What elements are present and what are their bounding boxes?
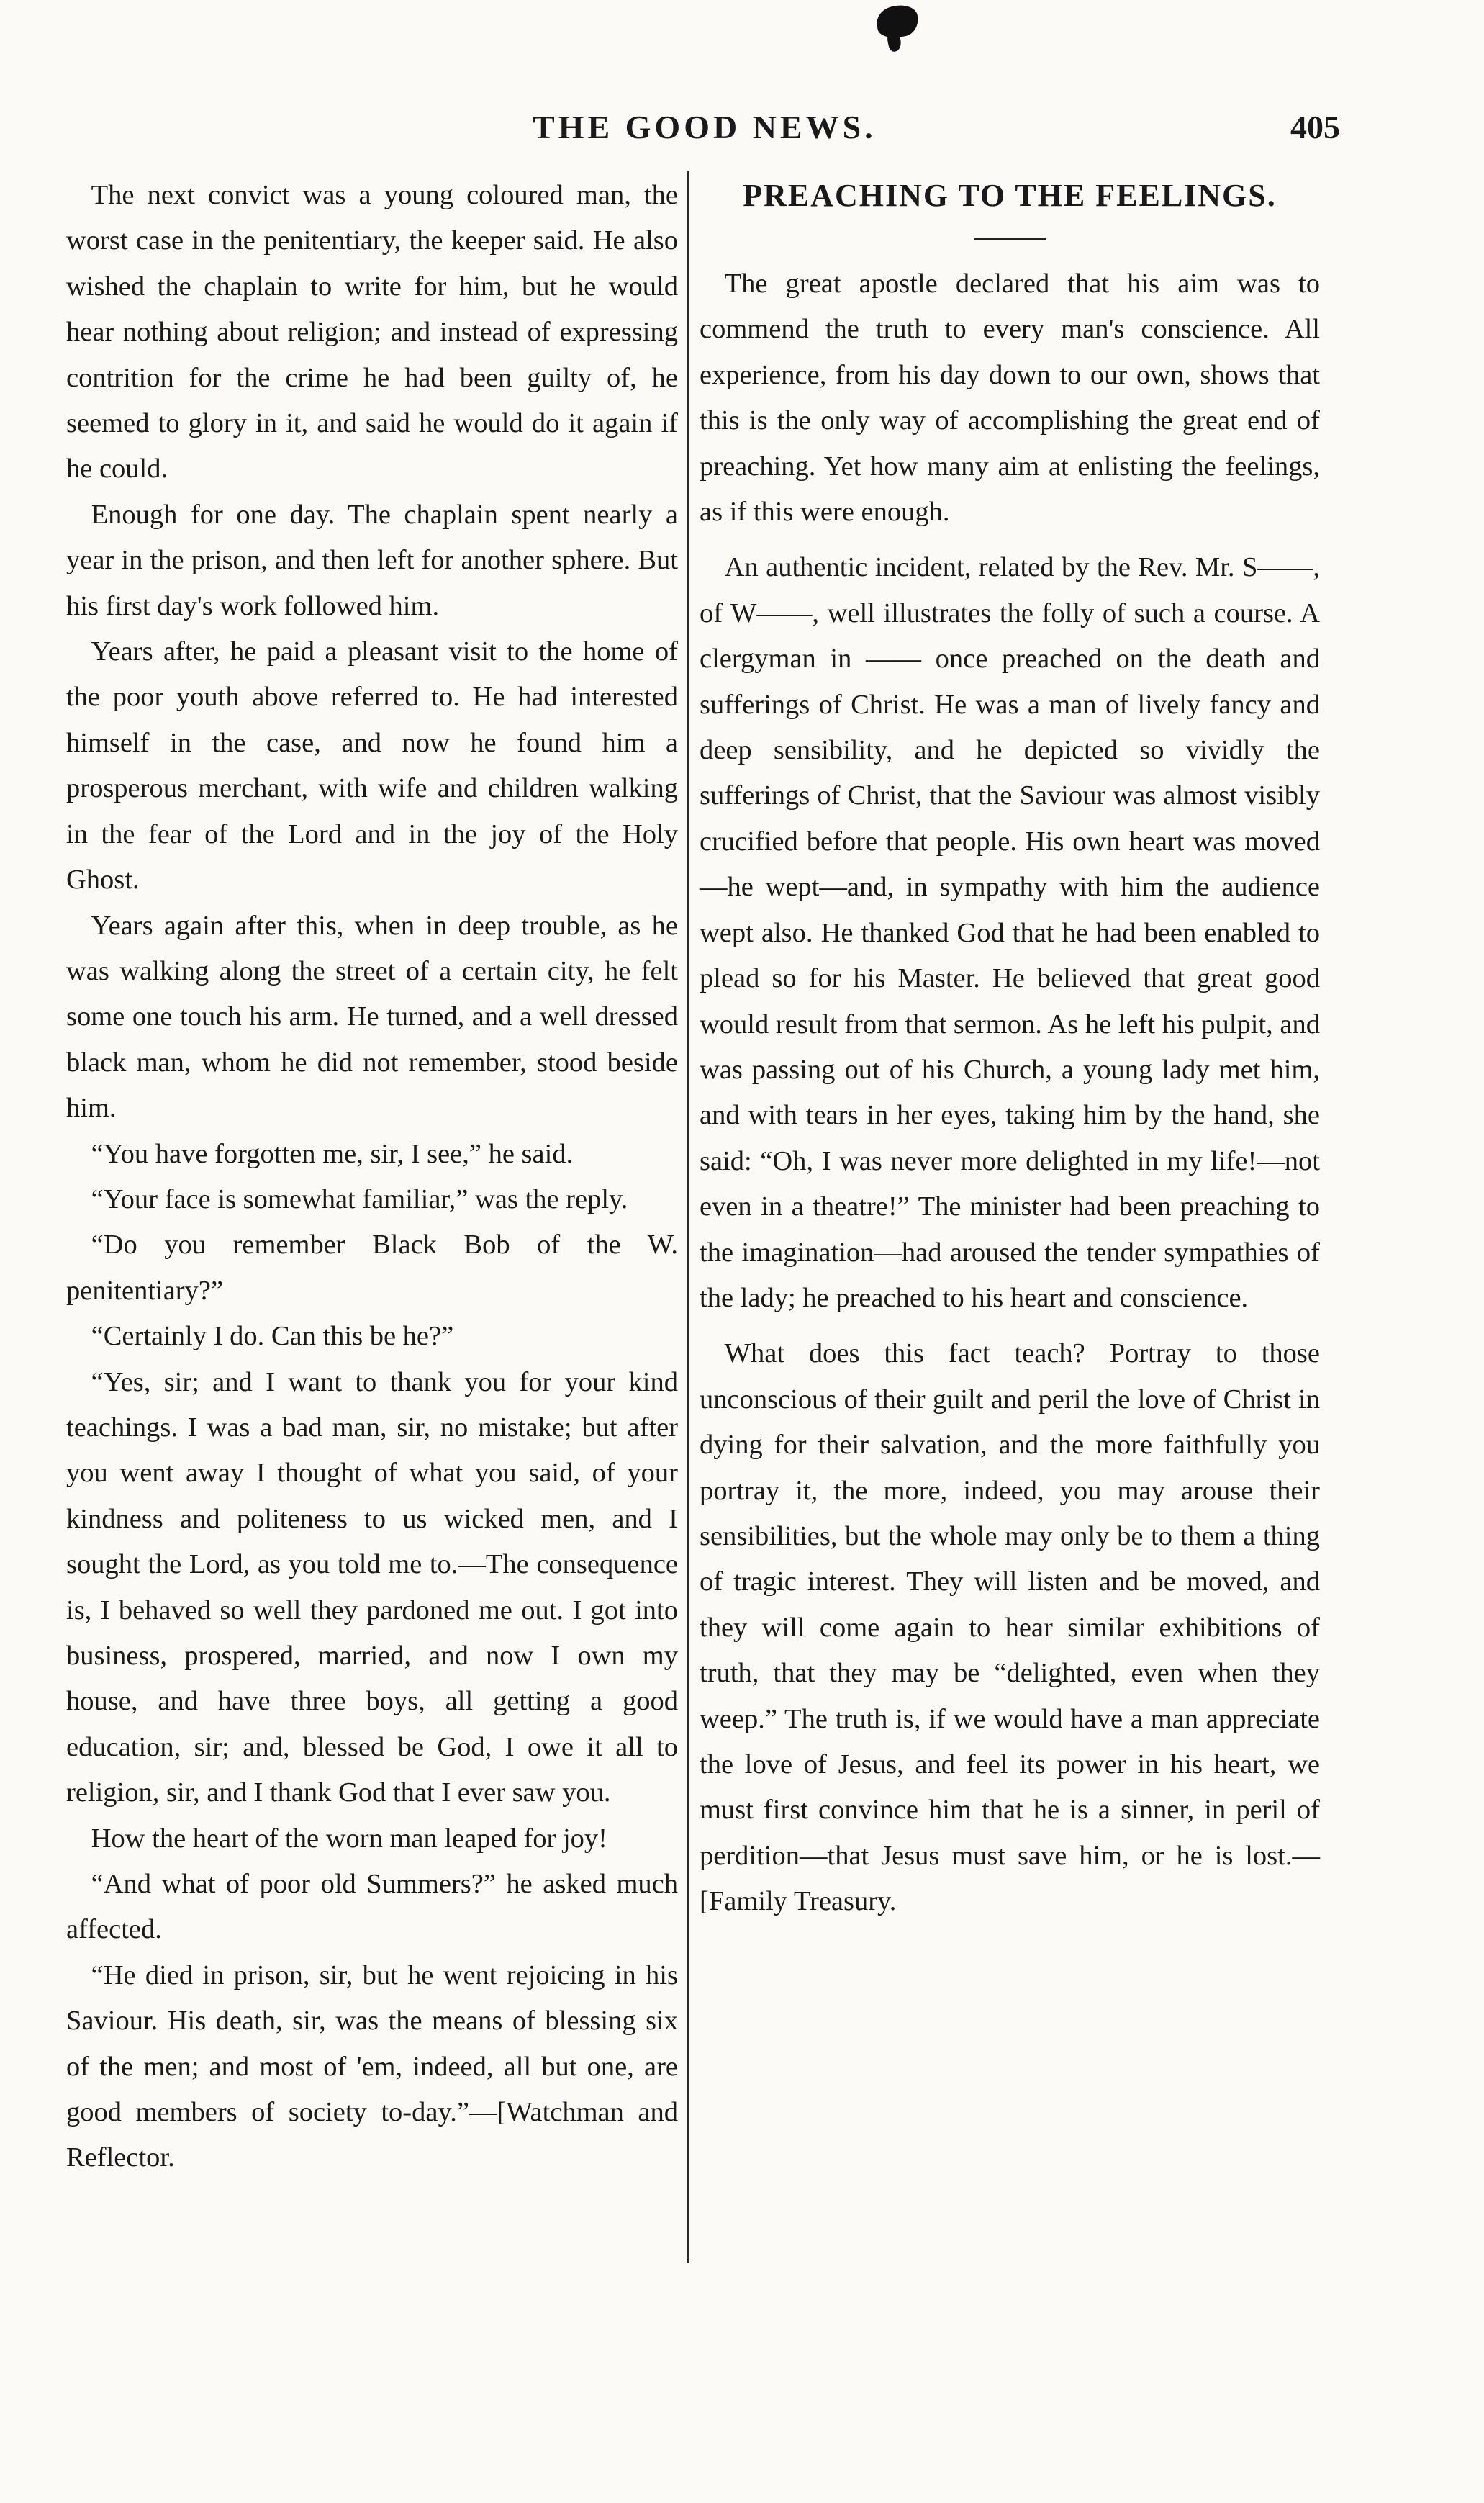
paragraph: Years after, he paid a pleasant visit to the home of the poor youth above referred to. He had interested himself in the case, and now he found him a prosperous merchant, with wife and children walking in the fear of the Lord and in the joy of the Holy Ghost. [66,636,678,896]
paragraph: “You have forgotten me, sir, I see,” he said. [91,1138,574,1169]
page-number: 405 [1290,109,1340,145]
paragraph: The great apostle declared that his aim was to commend the truth to every man's conscience. All experience, from his day down to our own, shows that this is the only way of accomplishing the great end of preaching. Yet how many aim at enlisting the feelings, as if this were enough. [700,269,1320,528]
column-divider [687,171,689,2263]
paragraph: “Yes, sir; and I want to thank you for your kind teachings. I was a bad man, sir, no mistake; but after you went away I thought of what you said, of your kindness and politeness to us wicked men, and I sought the Lord, as you told me to.—The consequence is, I behaved so well they pardoned me out. I got into business, prospered, married, and now I own my house, and have three boys, all getting a good education, sir; and, blessed be God, I owe it all to religion, sir, and I thank God that I ever saw you. [66,1366,678,1808]
paragraph: “Certainly I do. Can this be he?” [91,1321,454,1352]
journal-title: THE GOOD NEWS. [533,109,877,145]
paragraph: How the heart of the worn man leaped for joy! [91,1823,607,1854]
paragraph: The next convict was a young coloured man, the worst case in the penitentiary, the keeper said. He also wished the chaplain to write for him, but he would hear nothing about religion; and instead of expressing contrition for the crime he had been guilty of, he seemed to glory in it, and said he would do it again if he could. [66,180,678,484]
running-head [533,108,1340,151]
paragraph: An authentic incident, related by the Rev. Mr. S——, of W——, well illustrates the folly of such a course. A clergyman in —— once preached on the death and sufferings of Christ. He was a man of lively fancy and deep sensibility, and he depicted so vividly the sufferings of Christ, that the Saviour was almost visibly crucified before that people. His own heart was moved—he wept—and, in sympathy with him the audience wept also. He thanked God that he had been enabled to plead so for his Master. He believed that great good would result from that sermon. As he left his pulpit, and was passing out of his Church, a young lady met him, and with tears in her eyes, taking him by the hand, she said: “Oh, I was never more delighted in my life!—not even in a theatre!” The minister had been preaching to the imagination—had aroused the tender sympathies of the lady; he preached to his heart and conscience. [700,552,1320,1313]
article-title: PREACHING TO THE FEELINGS. [743,178,1277,213]
paragraph: Enough for one day. The chaplain spent nearly a year in the prison, and then left for another sphere. But his first day's work followed him. [66,499,678,621]
paragraph: “He died in prison, sir, but he went rejoicing in his Saviour. His death, sir, was the means of blessing six of the men; and most of 'em, indeed, all but one, are good members of society to-day.”—[Watchman and Reflector. [66,1959,678,2173]
paragraph: “Do you remember Black Bob of the W. penitentiary?” [66,1230,678,1306]
paragraph: “Your face is somewhat familiar,” was the reply. [91,1183,628,1214]
left-column [66,173,678,2181]
right-column [700,173,1320,1925]
ink-blot [874,1,921,41]
title-rule [974,238,1046,240]
paragraph: What does this fact teach? Portray to those unconscious of their guilt and peril the love of Christ in dying for their salvation, and the more faithfully you portray it, the more, indeed, you may arouse their sensibilities, but the whole may only be to them a thing of tragic interest. They will listen and be moved, and they will come again to hear similar exhibitions of truth, that they may be “delighted, even when they weep.” The truth is, if we would have a man appreciate the love of Jesus, and feel its power in his heart, we must first convince him that he is a sinner, in peril of perdition—that Jesus must save him, or he is lost.—[Family Treasury. [700,1338,1320,1917]
paragraph: Years again after this, when in deep trouble, as he was walking along the street of a certain city, he felt some one touch his arm. He turned, and a well dressed black man, whom he did not remember, stood beside him. [66,910,678,1124]
paragraph: “And what of poor old Summers?” he asked much affected. [66,1869,678,1945]
